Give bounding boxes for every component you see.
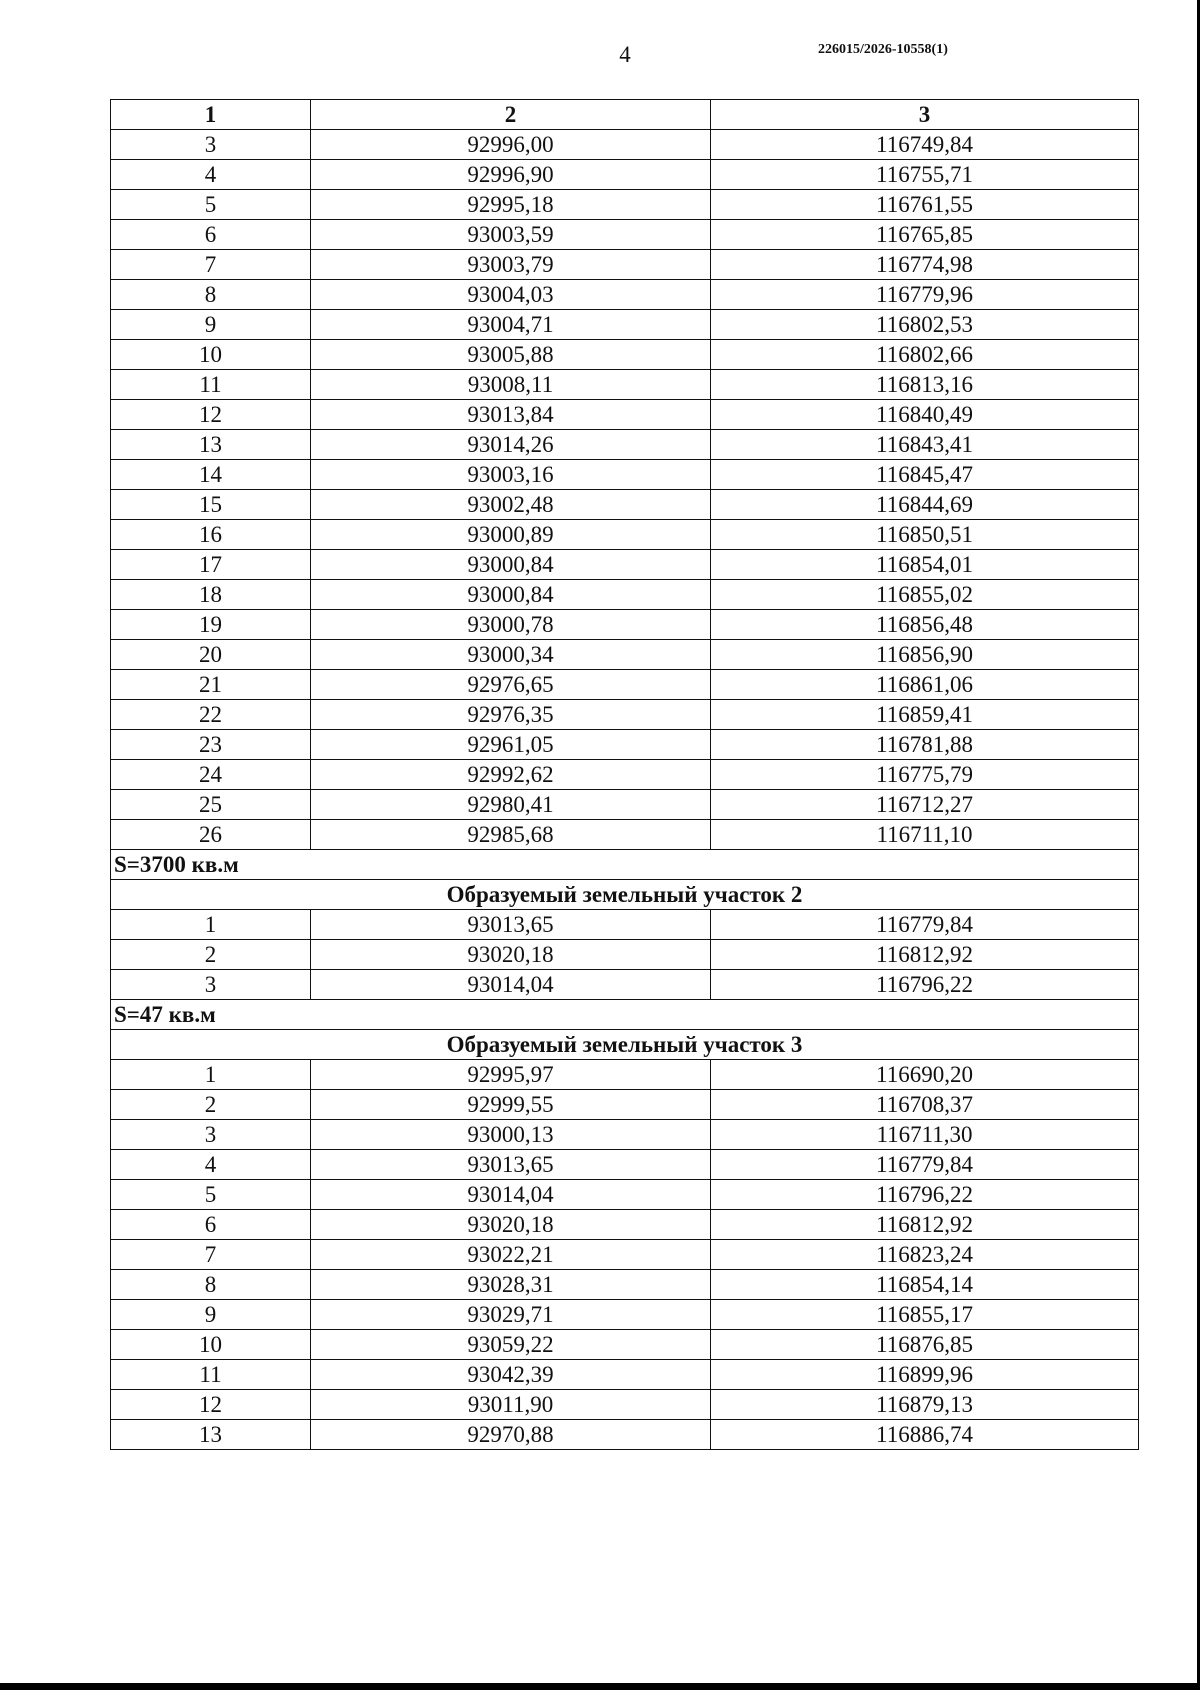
point-number-cell: 14 (111, 460, 311, 490)
y-coordinate-cell: 116765,85 (711, 220, 1139, 250)
section-title: Образуемый земельный участок 3 (111, 1030, 1139, 1060)
y-coordinate-cell: 116812,92 (711, 1210, 1139, 1240)
x-coordinate-cell: 92970,88 (311, 1420, 711, 1450)
point-number-cell: 10 (111, 340, 311, 370)
table-row (111, 430, 1139, 460)
point-number-cell: 22 (111, 700, 311, 730)
table-row (111, 700, 1139, 730)
point-number-cell: 25 (111, 790, 311, 820)
point-number-cell: 26 (111, 820, 311, 850)
x-coordinate-cell: 93059,22 (311, 1330, 711, 1360)
x-coordinate-cell: 93003,79 (311, 250, 711, 280)
y-coordinate-cell: 116855,17 (711, 1300, 1139, 1330)
y-coordinate-cell: 116879,13 (711, 1390, 1139, 1420)
y-coordinate-cell: 116876,85 (711, 1330, 1139, 1360)
y-coordinate-cell: 116711,30 (711, 1120, 1139, 1150)
table-row (111, 610, 1139, 640)
table-row (111, 580, 1139, 610)
table-row (111, 250, 1139, 280)
y-coordinate-cell: 116840,49 (711, 400, 1139, 430)
x-coordinate-cell: 93004,03 (311, 280, 711, 310)
point-number-cell: 13 (111, 1420, 311, 1450)
y-coordinate-cell: 116781,88 (711, 730, 1139, 760)
y-coordinate-cell: 116779,96 (711, 280, 1139, 310)
y-coordinate-cell: 116845,47 (711, 460, 1139, 490)
area-value: S=3700 кв.м (111, 850, 1139, 880)
point-number-cell: 5 (111, 1180, 311, 1210)
document-reference: 226015/2026-10558(1) (818, 42, 948, 57)
table-row (111, 370, 1139, 400)
x-coordinate-cell: 92980,41 (311, 790, 711, 820)
header-cell-point: 1 (111, 100, 311, 130)
x-coordinate-cell: 93020,18 (311, 1210, 711, 1240)
table-row (111, 820, 1139, 850)
x-coordinate-cell: 93000,89 (311, 520, 711, 550)
table-row (111, 160, 1139, 190)
x-coordinate-cell: 93042,39 (311, 1360, 711, 1390)
table-row (111, 1120, 1139, 1150)
y-coordinate-cell: 116854,01 (711, 550, 1139, 580)
x-coordinate-cell: 93008,11 (311, 370, 711, 400)
table-row (111, 1060, 1139, 1090)
table-header-row (111, 100, 1139, 130)
area-row (111, 850, 1139, 880)
point-number-cell: 12 (111, 400, 311, 430)
point-number-cell: 7 (111, 250, 311, 280)
point-number-cell: 7 (111, 1240, 311, 1270)
y-coordinate-cell: 116774,98 (711, 250, 1139, 280)
y-coordinate-cell: 116856,90 (711, 640, 1139, 670)
area-value: S=47 кв.м (111, 1000, 1139, 1030)
table-row (111, 130, 1139, 160)
x-coordinate-cell: 92985,68 (311, 820, 711, 850)
table-row (111, 520, 1139, 550)
y-coordinate-cell: 116690,20 (711, 1060, 1139, 1090)
point-number-cell: 21 (111, 670, 311, 700)
x-coordinate-cell: 92996,00 (311, 130, 711, 160)
point-number-cell: 17 (111, 550, 311, 580)
table-row (111, 340, 1139, 370)
section-title-row (111, 1030, 1139, 1060)
table-row (111, 790, 1139, 820)
scan-bottom-edge (0, 1683, 1200, 1690)
y-coordinate-cell: 116843,41 (711, 430, 1139, 460)
x-coordinate-cell: 92992,62 (311, 760, 711, 790)
x-coordinate-cell: 93000,84 (311, 580, 711, 610)
y-coordinate-cell: 116899,96 (711, 1360, 1139, 1390)
x-coordinate-cell: 93013,65 (311, 910, 711, 940)
y-coordinate-cell: 116850,51 (711, 520, 1139, 550)
table-row (111, 760, 1139, 790)
area-row (111, 1000, 1139, 1030)
table-row (111, 1090, 1139, 1120)
x-coordinate-cell: 92976,35 (311, 700, 711, 730)
point-number-cell: 3 (111, 970, 311, 1000)
y-coordinate-cell: 116854,14 (711, 1270, 1139, 1300)
y-coordinate-cell: 116844,69 (711, 490, 1139, 520)
section-title-row (111, 880, 1139, 910)
table-row (111, 280, 1139, 310)
x-coordinate-cell: 93014,04 (311, 970, 711, 1000)
point-number-cell: 3 (111, 130, 311, 160)
point-number-cell: 23 (111, 730, 311, 760)
table-row (111, 1300, 1139, 1330)
x-coordinate-cell: 93014,04 (311, 1180, 711, 1210)
y-coordinate-cell: 116812,92 (711, 940, 1139, 970)
table-row (111, 1210, 1139, 1240)
y-coordinate-cell: 116861,06 (711, 670, 1139, 700)
y-coordinate-cell: 116775,79 (711, 760, 1139, 790)
point-number-cell: 12 (111, 1390, 311, 1420)
y-coordinate-cell: 116859,41 (711, 700, 1139, 730)
table-row (111, 1180, 1139, 1210)
section-title: Образуемый земельный участок 2 (111, 880, 1139, 910)
x-coordinate-cell: 93022,21 (311, 1240, 711, 1270)
point-number-cell: 18 (111, 580, 311, 610)
table-row (111, 190, 1139, 220)
point-number-cell: 13 (111, 430, 311, 460)
x-coordinate-cell: 93013,65 (311, 1150, 711, 1180)
y-coordinate-cell: 116711,10 (711, 820, 1139, 850)
point-number-cell: 9 (111, 310, 311, 340)
page-number: 4 (619, 42, 631, 67)
table-row (111, 220, 1139, 250)
y-coordinate-cell: 116886,74 (711, 1420, 1139, 1450)
point-number-cell: 6 (111, 1210, 311, 1240)
y-coordinate-cell: 116755,71 (711, 160, 1139, 190)
x-coordinate-cell: 92999,55 (311, 1090, 711, 1120)
y-coordinate-cell: 116796,22 (711, 970, 1139, 1000)
y-coordinate-cell: 116802,66 (711, 340, 1139, 370)
point-number-cell: 6 (111, 220, 311, 250)
point-number-cell: 9 (111, 1300, 311, 1330)
point-number-cell: 8 (111, 280, 311, 310)
y-coordinate-cell: 116779,84 (711, 910, 1139, 940)
point-number-cell: 8 (111, 1270, 311, 1300)
y-coordinate-cell: 116856,48 (711, 610, 1139, 640)
y-coordinate-cell: 116823,24 (711, 1240, 1139, 1270)
x-coordinate-cell: 93011,90 (311, 1390, 711, 1420)
table-row (111, 1330, 1139, 1360)
table-row (111, 730, 1139, 760)
x-coordinate-cell: 93029,71 (311, 1300, 711, 1330)
point-number-cell: 11 (111, 1360, 311, 1390)
table-row (111, 970, 1139, 1000)
point-number-cell: 2 (111, 940, 311, 970)
x-coordinate-cell: 92995,97 (311, 1060, 711, 1090)
point-number-cell: 1 (111, 910, 311, 940)
point-number-cell: 4 (111, 160, 311, 190)
table-row (111, 550, 1139, 580)
coordinates-table (110, 99, 1139, 1450)
point-number-cell: 16 (111, 520, 311, 550)
y-coordinate-cell: 116749,84 (711, 130, 1139, 160)
coordinates-table-body (111, 100, 1139, 1450)
point-number-cell: 11 (111, 370, 311, 400)
table-row (111, 940, 1139, 970)
x-coordinate-cell: 93014,26 (311, 430, 711, 460)
table-row (111, 400, 1139, 430)
table-row (111, 910, 1139, 940)
table-row (111, 1270, 1139, 1300)
x-coordinate-cell: 92996,90 (311, 160, 711, 190)
x-coordinate-cell: 93002,48 (311, 490, 711, 520)
x-coordinate-cell: 93028,31 (311, 1270, 711, 1300)
x-coordinate-cell: 93000,13 (311, 1120, 711, 1150)
x-coordinate-cell: 92961,05 (311, 730, 711, 760)
point-number-cell: 15 (111, 490, 311, 520)
x-coordinate-cell: 93005,88 (311, 340, 711, 370)
y-coordinate-cell: 116712,27 (711, 790, 1139, 820)
point-number-cell: 3 (111, 1120, 311, 1150)
x-coordinate-cell: 93000,34 (311, 640, 711, 670)
x-coordinate-cell: 93003,59 (311, 220, 711, 250)
table-row (111, 310, 1139, 340)
y-coordinate-cell: 116855,02 (711, 580, 1139, 610)
table-row (111, 1390, 1139, 1420)
y-coordinate-cell: 116761,55 (711, 190, 1139, 220)
x-coordinate-cell: 93020,18 (311, 940, 711, 970)
point-number-cell: 2 (111, 1090, 311, 1120)
point-number-cell: 4 (111, 1150, 311, 1180)
x-coordinate-cell: 93013,84 (311, 400, 711, 430)
table-row (111, 640, 1139, 670)
y-coordinate-cell: 116802,53 (711, 310, 1139, 340)
y-coordinate-cell: 116813,16 (711, 370, 1139, 400)
point-number-cell: 10 (111, 1330, 311, 1360)
x-coordinate-cell: 93004,71 (311, 310, 711, 340)
table-row (111, 670, 1139, 700)
point-number-cell: 19 (111, 610, 311, 640)
table-row (111, 1240, 1139, 1270)
y-coordinate-cell: 116708,37 (711, 1090, 1139, 1120)
point-number-cell: 20 (111, 640, 311, 670)
point-number-cell: 24 (111, 760, 311, 790)
x-coordinate-cell: 93000,84 (311, 550, 711, 580)
x-coordinate-cell: 92995,18 (311, 190, 711, 220)
header-cell-x: 2 (311, 100, 711, 130)
table-row (111, 1150, 1139, 1180)
point-number-cell: 5 (111, 190, 311, 220)
table-row (111, 1420, 1139, 1450)
table-row (111, 1360, 1139, 1390)
y-coordinate-cell: 116796,22 (711, 1180, 1139, 1210)
y-coordinate-cell: 116779,84 (711, 1150, 1139, 1180)
x-coordinate-cell: 93000,78 (311, 610, 711, 640)
point-number-cell: 1 (111, 1060, 311, 1090)
table-row (111, 460, 1139, 490)
x-coordinate-cell: 93003,16 (311, 460, 711, 490)
header-cell-y: 3 (711, 100, 1139, 130)
x-coordinate-cell: 92976,65 (311, 670, 711, 700)
table-row (111, 490, 1139, 520)
